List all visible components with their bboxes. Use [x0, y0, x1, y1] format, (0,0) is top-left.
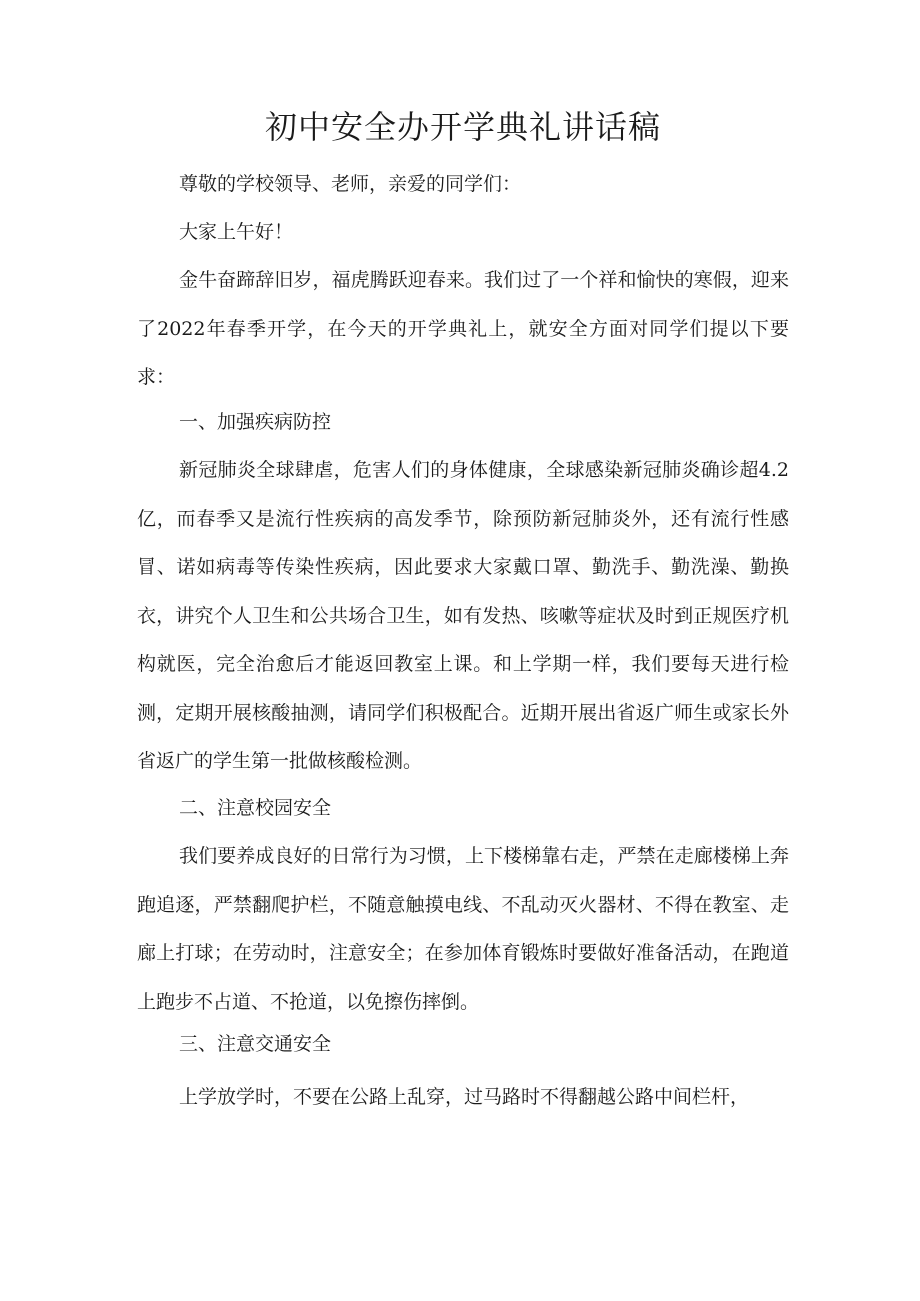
intro-paragraph: 金牛奋蹄辞旧岁，福虎腾跃迎春来。我们过了一个祥和愉快的寒假，迎来了2022年春季开学，在今天的开学典礼上，就安全方面对同学们提以下要求： — [137, 269, 789, 388]
section-heading-traffic: 三、注意交通安全 — [179, 1033, 332, 1055]
document-title: 初中安全办开学典礼讲话稿 — [264, 108, 661, 146]
greeting-paragraph: 大家上午好！ — [179, 221, 294, 243]
salutation-paragraph: 尊敬的学校领导、老师，亲爱的同学们： — [179, 173, 522, 195]
disease-control-paragraph: 新冠肺炎全球肆虐，危害人们的身体健康，全球感染新冠肺炎确诊超4.2亿，而春季又是流行性疾病的高发季节，除预防新冠肺炎外，还有流行性感冒、诺如病毒等传染性疾病，因此要求大家戴口罩、勤洗手、勤洗澡、勤换衣，讲究个人卫生和公共场合卫生，如有发热、咳嗽等症状及时到正规医疗机构就医，完全治愈后才能返回教室上课。和上学期一样，我们要每天进行检测，定期开展核酸抽测，请同学们积极配合。近期开展出省返广师生或家长外省返广的学生第一批做核酸检测。 — [137, 459, 789, 772]
section-heading-disease: 一、加强疾病防控 — [179, 411, 332, 433]
section-heading-campus: 二、注意校园安全 — [179, 797, 332, 819]
campus-safety-paragraph: 我们要养成良好的日常行为习惯，上下楼梯靠右走，严禁在走廊楼梯上奔跑追逐，严禁翻爬护栏，不随意触摸电线、不乱动灭火器材、不得在教室、走廊上打球；在劳动时，注意安全；在参加体育锻炼时要做好准备活动，在跑道上跑步不占道、不抢道，以免擦伤摔倒。 — [137, 845, 789, 1013]
traffic-safety-paragraph: 上学放学时，不要在公路上乱穿，过马路时不得翻越公路中间栏杆， — [179, 1086, 750, 1108]
